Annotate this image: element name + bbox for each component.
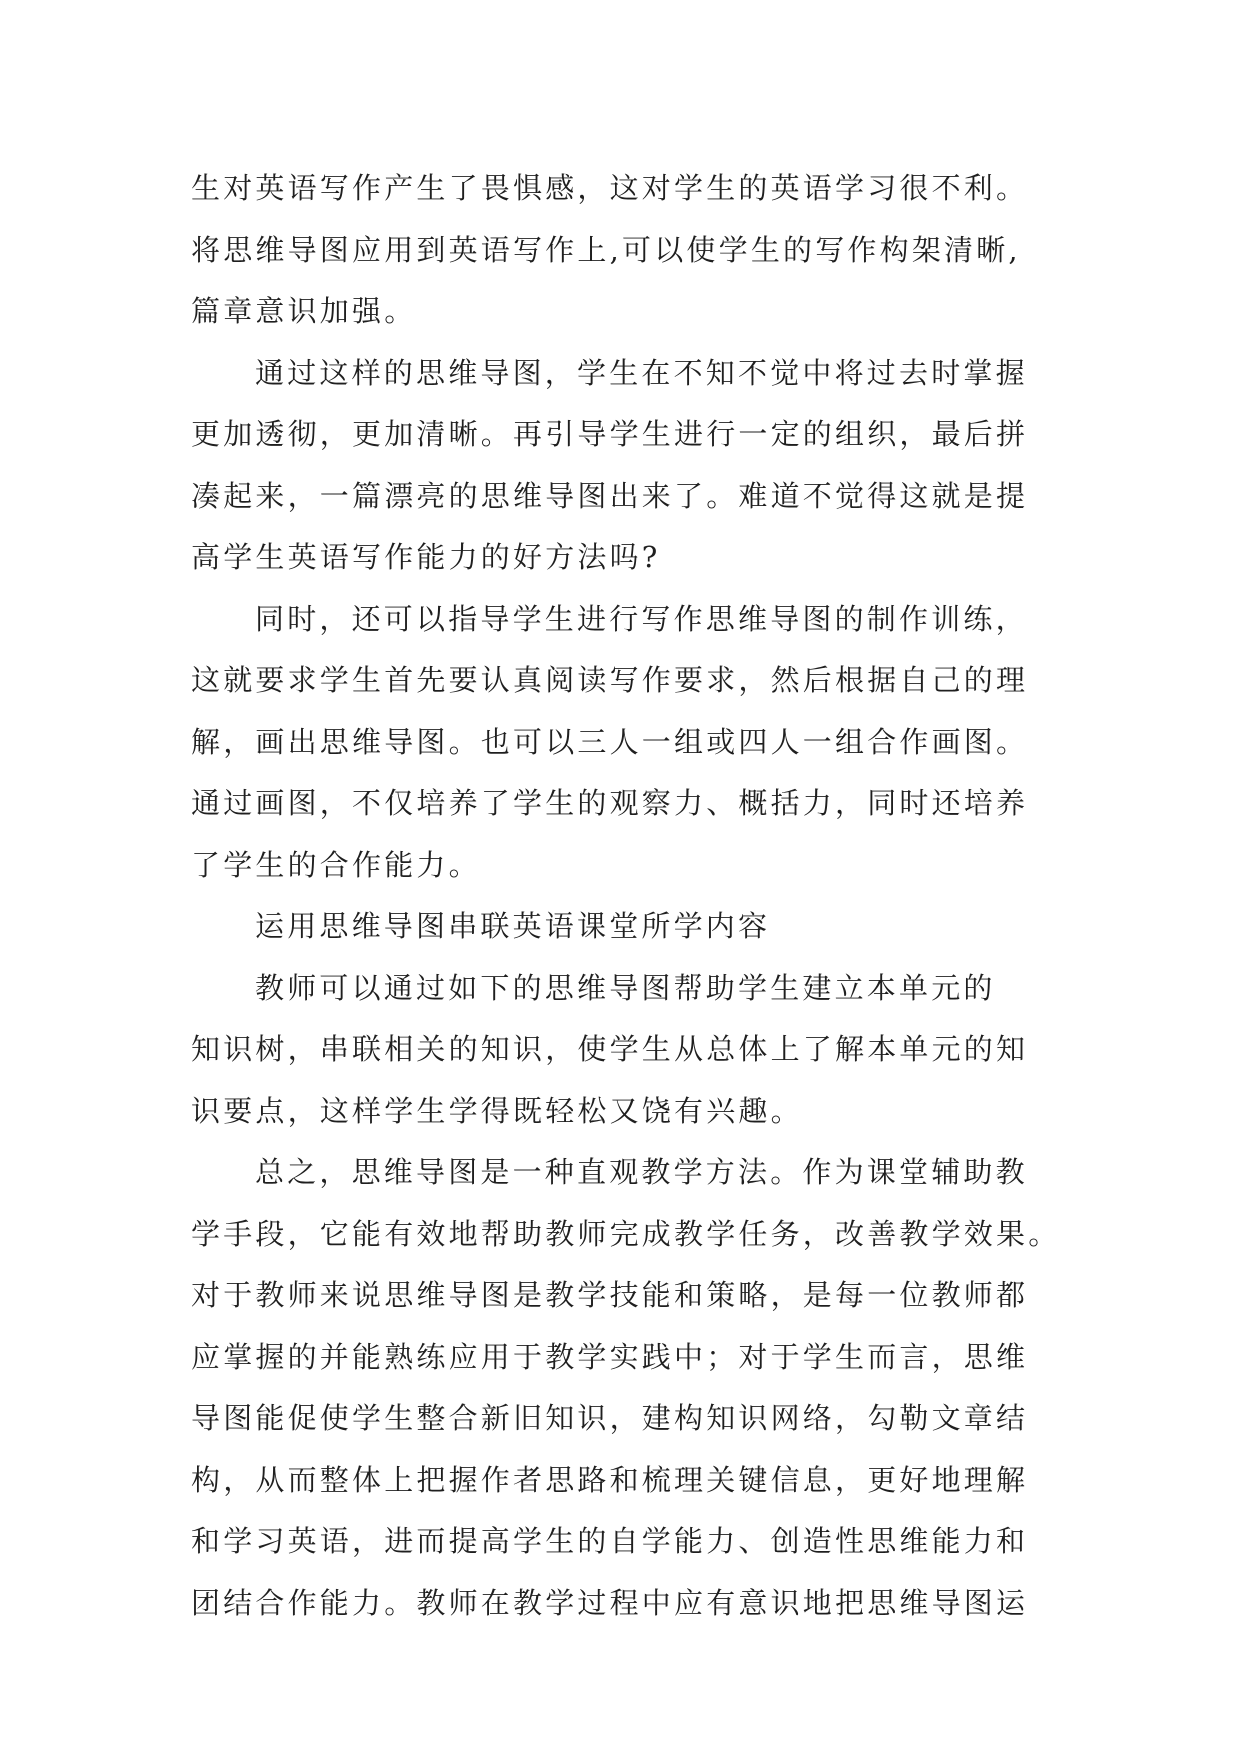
text-line: 团结合作能力。教师在教学过程中应有意识地把思维导图运 <box>191 1585 1029 1620</box>
text-line: 对于教师来说思维导图是教学技能和策略，是每一位教师都 <box>191 1278 1029 1312</box>
text-line: 教师可以通过如下的思维导图帮助学生建立本单元的 <box>255 970 996 1005</box>
text-line: 这就要求学生首先要认真阅读写作要求，然后根据自己的理 <box>191 663 1029 697</box>
text-line: 解，画出思维导图。也可以三人一组或四人一组合作画图。 <box>191 724 1029 759</box>
text-line: 应掌握的并能熟练应用于教学实践中；对于学生而言，思维 <box>191 1339 1029 1374</box>
text-line: 凑起来，一篇漂亮的思维导图出来了。难道不觉得这就是提 <box>191 478 1029 513</box>
text-line: 和学习英语，进而提高学生的自学能力、创造性思维能力和 <box>191 1524 1029 1558</box>
text-line: 更加透彻，更加清晰。再引导学生进行一定的组织，最后拼 <box>191 417 1029 451</box>
section-heading: 运用思维导图串联英语课堂所学内容 <box>255 909 771 943</box>
text-line: 通过这样的思维导图，学生在不知不觉中将过去时掌握 <box>255 355 1028 390</box>
text-line: 知识树，串联相关的知识，使学生从总体上了解本单元的知 <box>191 1032 1029 1066</box>
text-line: 构，从而整体上把握作者思路和梳理关键信息，更好地理解 <box>191 1462 1029 1497</box>
text-line: 识要点，这样学生学得既轻松又饶有兴趣。 <box>191 1093 803 1128</box>
text-line: 高学生英语写作能力的好方法吗? <box>191 540 661 574</box>
text-line: 导图能促使学生整合新旧知识，建构知识网络，勾勒文章结 <box>191 1401 1029 1435</box>
text-line: 将思维导图应用到英语写作上,可以使学生的写作构架清晰, <box>191 232 1021 267</box>
text-line: 了学生的合作能力。 <box>191 847 481 882</box>
text-line: 篇章意识加强。 <box>191 294 417 328</box>
text-line: 总之，思维导图是一种直观教学方法。作为课堂辅助教 <box>255 1155 1028 1189</box>
body-text <box>191 158 1091 1634</box>
text-line: 学手段，它能有效地帮助教师完成教学任务，改善教学效果。 <box>191 1216 1061 1251</box>
text-line: 通过画图，不仅培养了学生的观察力、概括力，同时还培养 <box>191 786 1029 820</box>
text-line: 生对英语写作产生了畏惧感，这对学生的英语学习很不利。 <box>191 171 1029 205</box>
text-line: 同时，还可以指导学生进行写作思维导图的制作训练， <box>255 601 1028 636</box>
